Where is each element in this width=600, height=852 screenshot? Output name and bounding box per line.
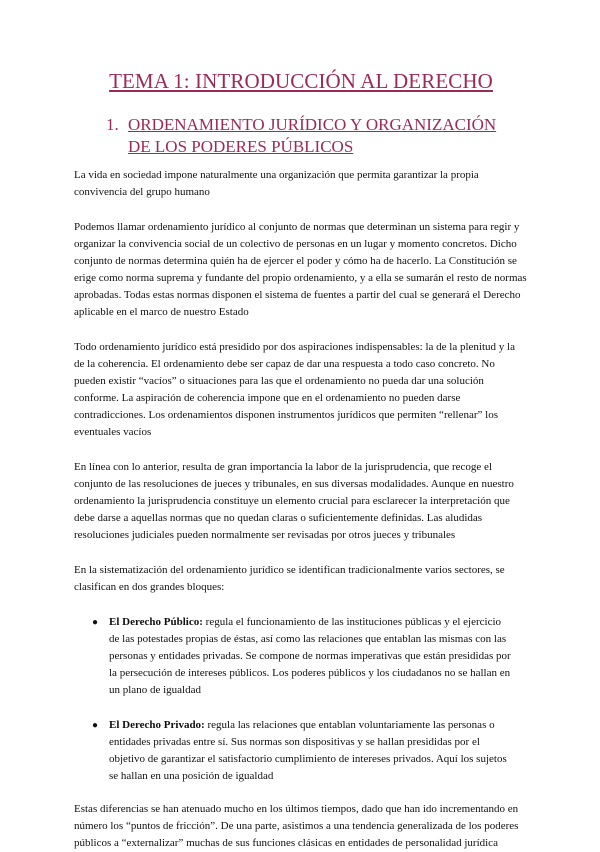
list-item-public-law bbox=[74, 614, 528, 699]
paragraph-social-life: La vida en sociedad impone naturalmente una organización que permita garantizar la propia convivencia del grupo humano bbox=[74, 169, 479, 198]
private-law-term: El Derecho Privado: bbox=[109, 719, 205, 731]
list-item-private-law bbox=[74, 717, 528, 785]
section-title: ORDENAMIENTO JURÍDICO Y ORGANIZACIÓN DE LOS PODERES PÚBLICOS bbox=[128, 115, 497, 156]
paragraph-jurisprudence: En línea con lo anterior, resulta de gran importancia la labor de la jurisprudencia, que recoge el conjunto de las resoluciones de jueces y tribunales, en sus diversas modalidades. Aunque en nuestro ordenamiento la jurisprudencia constituye un elemento crucial para esclarecer la interpretación que debe darse a aquellas normas que no quedan claras o suficientemente definidas. Las aludidas resoluciones judiciales pueden normalmente ser revisadas por otros jueces y tribunales bbox=[74, 461, 514, 541]
paragraph-plenitude-coherence: Todo ordenamiento jurídico está presidido por dos aspiraciones indispensables: la de la plenitud y la de la coherencia. El ordenamiento debe ser capaz de dar una respuesta a todo caso concreto. No pueden existir “vacíos” o situaciones para las que el ordenamiento no pueda dar una solución conforme. La aspiración de coherencia impone que en el ordenamiento no pueden darse contradicciones. Los ordenamientos disponen instrumentos jurídicos que permiten “rellenar” los eventuales vacíos bbox=[74, 341, 515, 438]
law-sectors-list bbox=[74, 614, 528, 785]
bullet-icon: ● bbox=[92, 720, 99, 731]
document-title: TEMA 1: INTRODUCCIÓN AL DERECHO bbox=[109, 69, 493, 93]
section-heading bbox=[74, 114, 528, 158]
public-law-term: El Derecho Público: bbox=[109, 616, 203, 628]
paragraph-legal-order-definition: Podemos llamar ordenamiento jurídico al conjunto de normas que determinan un sistema para regir y organizar la convivencia social de un colectivo de personas en un lugar y momento concretos. Dicho conjunto de normas determina quién ha de ejercer el poder y cómo ha de hacerlo. La Constitución se erige como norma suprema y fundante del propio ordenamiento, y a ella se sumarán el resto de normas aprobadas. Todas estas normas disponen el sistema de fuentes a partir del cual se generará el Derecho aplicable en el marco de nuestro Estado bbox=[74, 221, 527, 318]
public-law-description bbox=[109, 614, 511, 699]
paragraph-attenuated-differences: Estas diferencias se han atenuado mucho en los últimos tiempos, dado que han ido incrementando en número los “puntos de fricción”. De una parte, asistimos a una tendencia generalizada de los poderes públicos a “externalizar” muchas de sus funciones clásicas en entidades de personalidad jurídica bbox=[74, 803, 519, 849]
public-law-text: regula el funcionamiento de las instituciones públicas y el ejercicio de las potestades propias de éstas, así como las relaciones que entablan las mismas con las personas y entidades privadas. Se compone de normas imperativas que están presididas por la persecución de intereses públicos. Los poderes públicos y los ciudadanos no se hallan en un plano de igualdad bbox=[109, 616, 511, 696]
private-law-description bbox=[109, 717, 511, 785]
section-number: 1. bbox=[106, 115, 119, 134]
private-law-text: regula las relaciones que entablan voluntariamente las personas o entidades privadas entre sí. Sus normas son dispositivas y se hallan presididas por el objetivo de garantizar el satisfactorio cumplimiento de intereses privados. Aquí los sujetos se hallan en una posición de igualdad bbox=[109, 719, 507, 782]
bullet-icon: ● bbox=[92, 617, 99, 628]
paragraph-sectors-classification: En la sistematización del ordenamiento jurídico se identifican tradicionalmente varios sectores, se clasifican en dos grandes bloques: bbox=[74, 564, 505, 593]
